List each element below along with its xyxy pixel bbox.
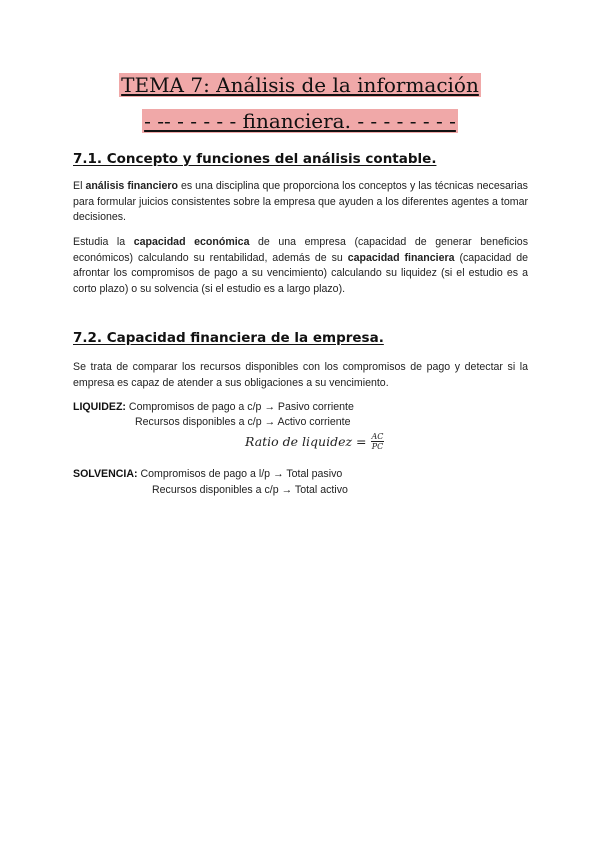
formula-numerator: AC xyxy=(371,432,384,441)
paragraph-analisis-financiero: El análisis financiero es una disciplina que proporciona los conceptos y las técnicas necesarias para formular juicios consistentes sobre la empresa que ayuden a los diferentes agentes a tomar decisiones. xyxy=(73,180,528,224)
paragraph-capacidad: Estudia la capacidad económica de una empresa (capacidad de generar beneficios económicos) calculando su rentabilidad, además de su capacidad financiera (capacidad de afrontar los compromisos de pago a su vencimiento) calculando su liquidez (si el estudio es a corto plazo) o su solvencia (si el estudio es a largo plazo). xyxy=(73,236,528,295)
formula-denominator: PC xyxy=(371,442,384,451)
solvencia-line-2: Recursos disponibles a c/p → Total activo xyxy=(152,484,348,496)
liquidez-line-2: Recursos disponibles a c/p → Activo corriente xyxy=(135,416,351,428)
formula-lhs: Ratio de liquidez = xyxy=(245,434,367,449)
document-title-line-2: - -- - - - - - financiera. - - - - - - - - xyxy=(144,109,456,133)
solvencia-line-1: SOLVENCIA: Compromisos de pago a l/p → Total pasivo xyxy=(73,468,343,480)
ratio-liquidez-formula xyxy=(245,432,384,451)
paragraph-capacidad-financiera: Se trata de comparar los recursos disponibles con los compromisos de pago y detectar si la empresa es capaz de atender a sus obligaciones a su vencimiento. xyxy=(73,361,528,389)
section-heading-7-2: 7.2. Capacidad financiera de la empresa. xyxy=(73,330,384,346)
document-title-line-1: TEMA 7: Análisis de la información xyxy=(121,73,479,97)
liquidez-line-1: LIQUIDEZ: Compromisos de pago a c/p → Pasivo corriente xyxy=(73,401,354,413)
formula-fraction xyxy=(371,432,385,451)
section-heading-7-1: 7.1. Concepto y funciones del análisis contable. xyxy=(73,151,437,167)
